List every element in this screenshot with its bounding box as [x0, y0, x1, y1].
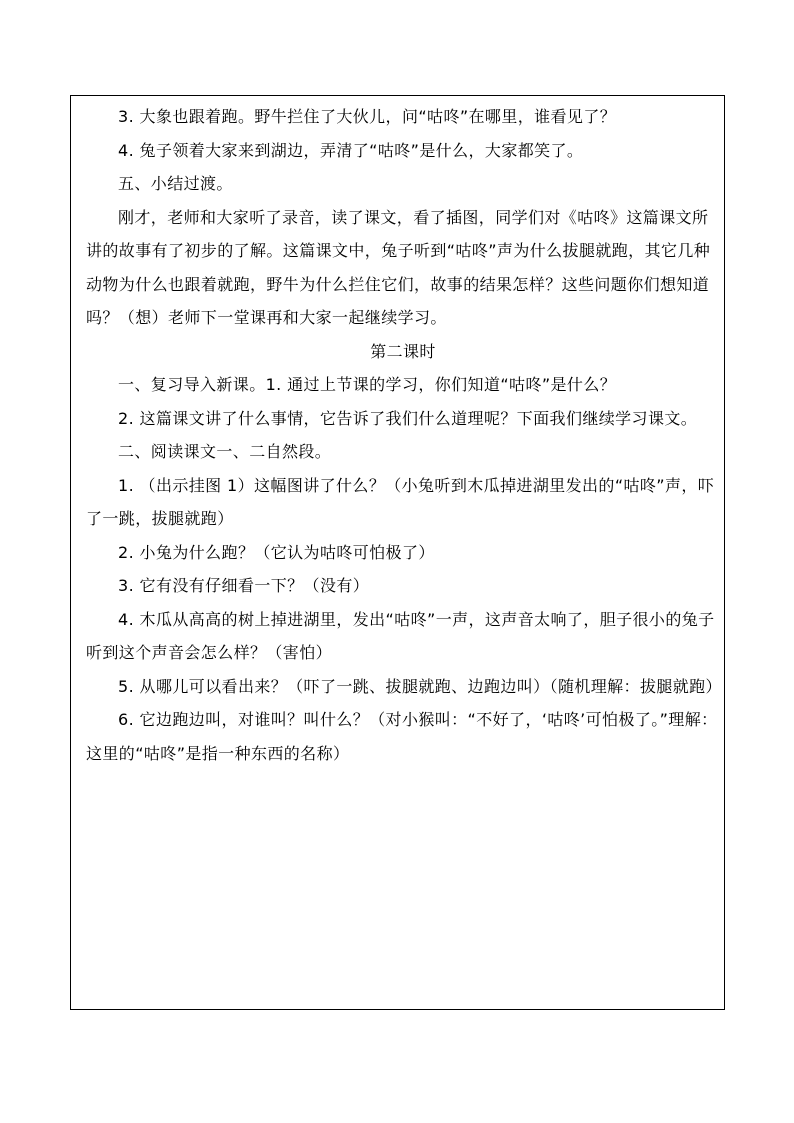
paragraph-question-5: 5. 从哪儿可以看出来？（吓了一跳、拔腿就跑、边跑边叫）（随机理解：拔腿就跑）: [118, 676, 722, 696]
paragraph-summary-body: 刚才，老师和大家听了录音，读了课文，看了插图，同学们对《咕咚》这篇课文所讲的故事有了初步的了解。这篇课文中，兔子听到“咕咚”声为什么拔腿就跑，其它几种动物为什么也跟着就跑，野牛为什么拦住它们，故事的结果怎样？这些问题你们想知道吗？（想）老师下一堂课再和大家一起继续学习。: [86, 207, 711, 327]
lesson-plan-content: [86, 100, 720, 770]
paragraph-question-1: 1. （出示挂图 1）这幅图讲了什么？（小兔听到木瓜掉进湖里发出的“咕咚”声，吓了一跳，拔腿就跑）: [86, 475, 715, 528]
paragraph-question-6: 6. 它边跑边叫，对谁叫？叫什么？（对小猴叫：“不好了，‘咕咚’可怕极了。”理解：这里的“咕咚”是指一种东西的名称）: [86, 710, 718, 763]
paragraph-read-section-heading: 二、阅读课文一、二自然段。: [118, 442, 332, 461]
paragraph-review-question-2: 2. 这篇课文讲了什么事情，它告诉了我们什么道理呢？下面我们继续学习课文。: [118, 408, 698, 428]
paragraph-summary-heading: 五、小结过渡。: [118, 174, 233, 193]
paragraph-elephant-follows: 3. 大象也跟着跑。野牛拦住了大伙儿，问“咕咚”在哪里，谁看见了？: [118, 107, 617, 126]
section-heading-second-lesson: 第二课时: [370, 341, 436, 361]
paragraph-question-2: 2. 小兔为什么跑？（它认为咕咚可怕极了）: [118, 542, 435, 562]
paragraph-review-intro: 一、复习导入新课。1. 通过上节课的学习，你们知道“咕咚”是什么？: [118, 375, 617, 394]
paragraph-question-4: 4. 木瓜从高高的树上掉进湖里，发出“咕咚”一声，这声音太响了，胆子很小的兔子听到这个声音会怎么样？（害怕）: [86, 609, 715, 662]
paragraph-question-3: 3. 它有没有仔细看一下？（没有）: [118, 576, 370, 595]
paragraph-rabbit-leads-to-lake: 4. 兔子领着大家来到湖边，弄清了“咕咚”是什么，大家都笑了。: [118, 140, 584, 160]
